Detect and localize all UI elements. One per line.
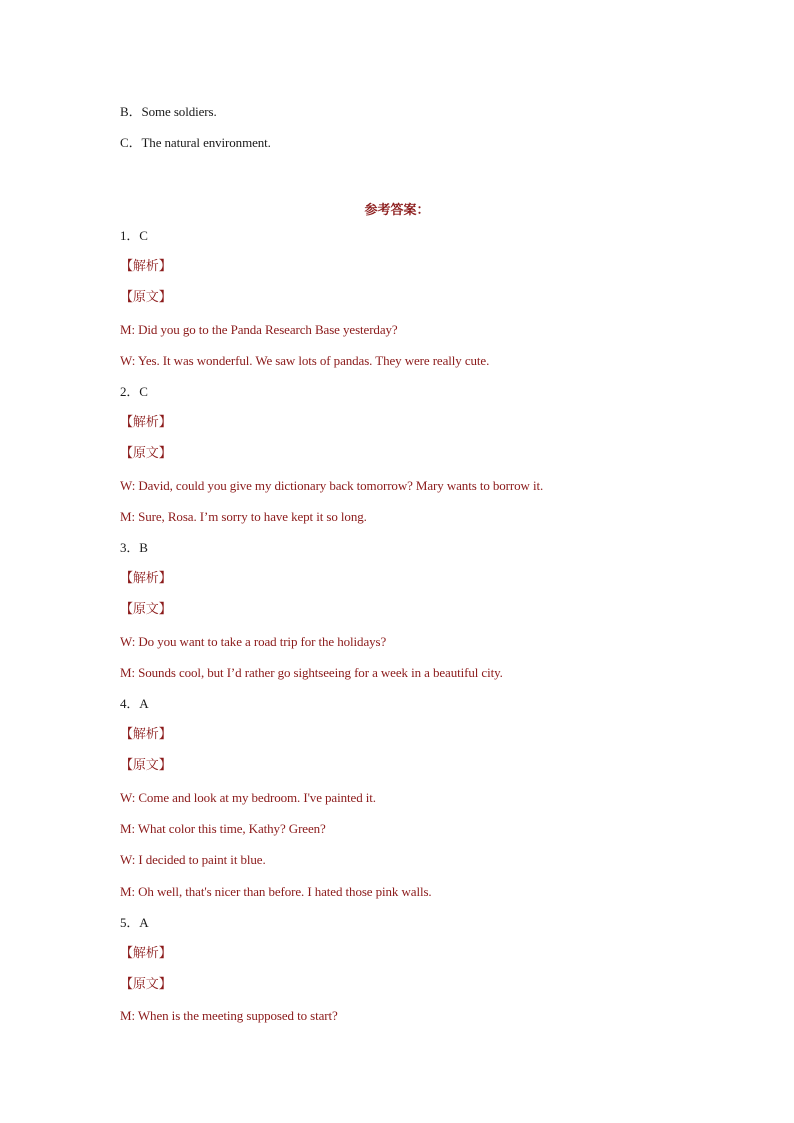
answer-number: 2．C — [120, 384, 148, 399]
dialogue-line: W: I decided to paint it blue. — [120, 852, 266, 867]
answer-number: 3．B — [120, 540, 148, 555]
dialogue-line: M: Did you go to the Panda Research Base yesterday? — [120, 322, 398, 337]
dialogue-line: W: Yes. It was wonderful. We saw lots of pandas. They were really cute. — [120, 353, 490, 368]
original-tag: 【原文】 — [120, 602, 172, 617]
option-c: C．The natural environment. — [120, 135, 271, 150]
original-tag: 【原文】 — [120, 290, 172, 305]
dialogue-line: W: Come and look at my bedroom. I've painted it. — [120, 790, 376, 805]
answer-heading: 参考答案： — [364, 203, 430, 218]
analysis-tag: 【解析】 — [120, 571, 172, 586]
original-tag: 【原文】 — [120, 446, 172, 461]
dialogue-line: W: David, could you give my dictionary back tomorrow? Mary wants to borrow it. — [120, 478, 544, 493]
answer-number: 4．A — [120, 696, 149, 711]
answer-number: 1．C — [120, 228, 148, 243]
original-tag: 【原文】 — [120, 758, 172, 773]
dialogue-line: M: Sounds cool, but I’d rather go sightseeing for a week in a beautiful city. — [120, 665, 503, 680]
analysis-tag: 【解析】 — [120, 946, 172, 961]
dialogue-line: M: Oh well, that's nicer than before. I hated those pink walls. — [120, 884, 432, 899]
option-b: B．Some soldiers. — [120, 104, 217, 119]
analysis-tag: 【解析】 — [120, 727, 172, 742]
analysis-tag: 【解析】 — [120, 259, 172, 274]
original-tag: 【原文】 — [120, 977, 172, 992]
answer-number: 5．A — [120, 915, 149, 930]
analysis-tag: 【解析】 — [120, 415, 172, 430]
dialogue-line: W: Do you want to take a road trip for the holidays? — [120, 634, 387, 649]
dialogue-line: M: When is the meeting supposed to start? — [120, 1008, 338, 1023]
dialogue-line: M: What color this time, Kathy? Green? — [120, 821, 326, 836]
dialogue-line: M: Sure, Rosa. I’m sorry to have kept it so long. — [120, 509, 367, 524]
